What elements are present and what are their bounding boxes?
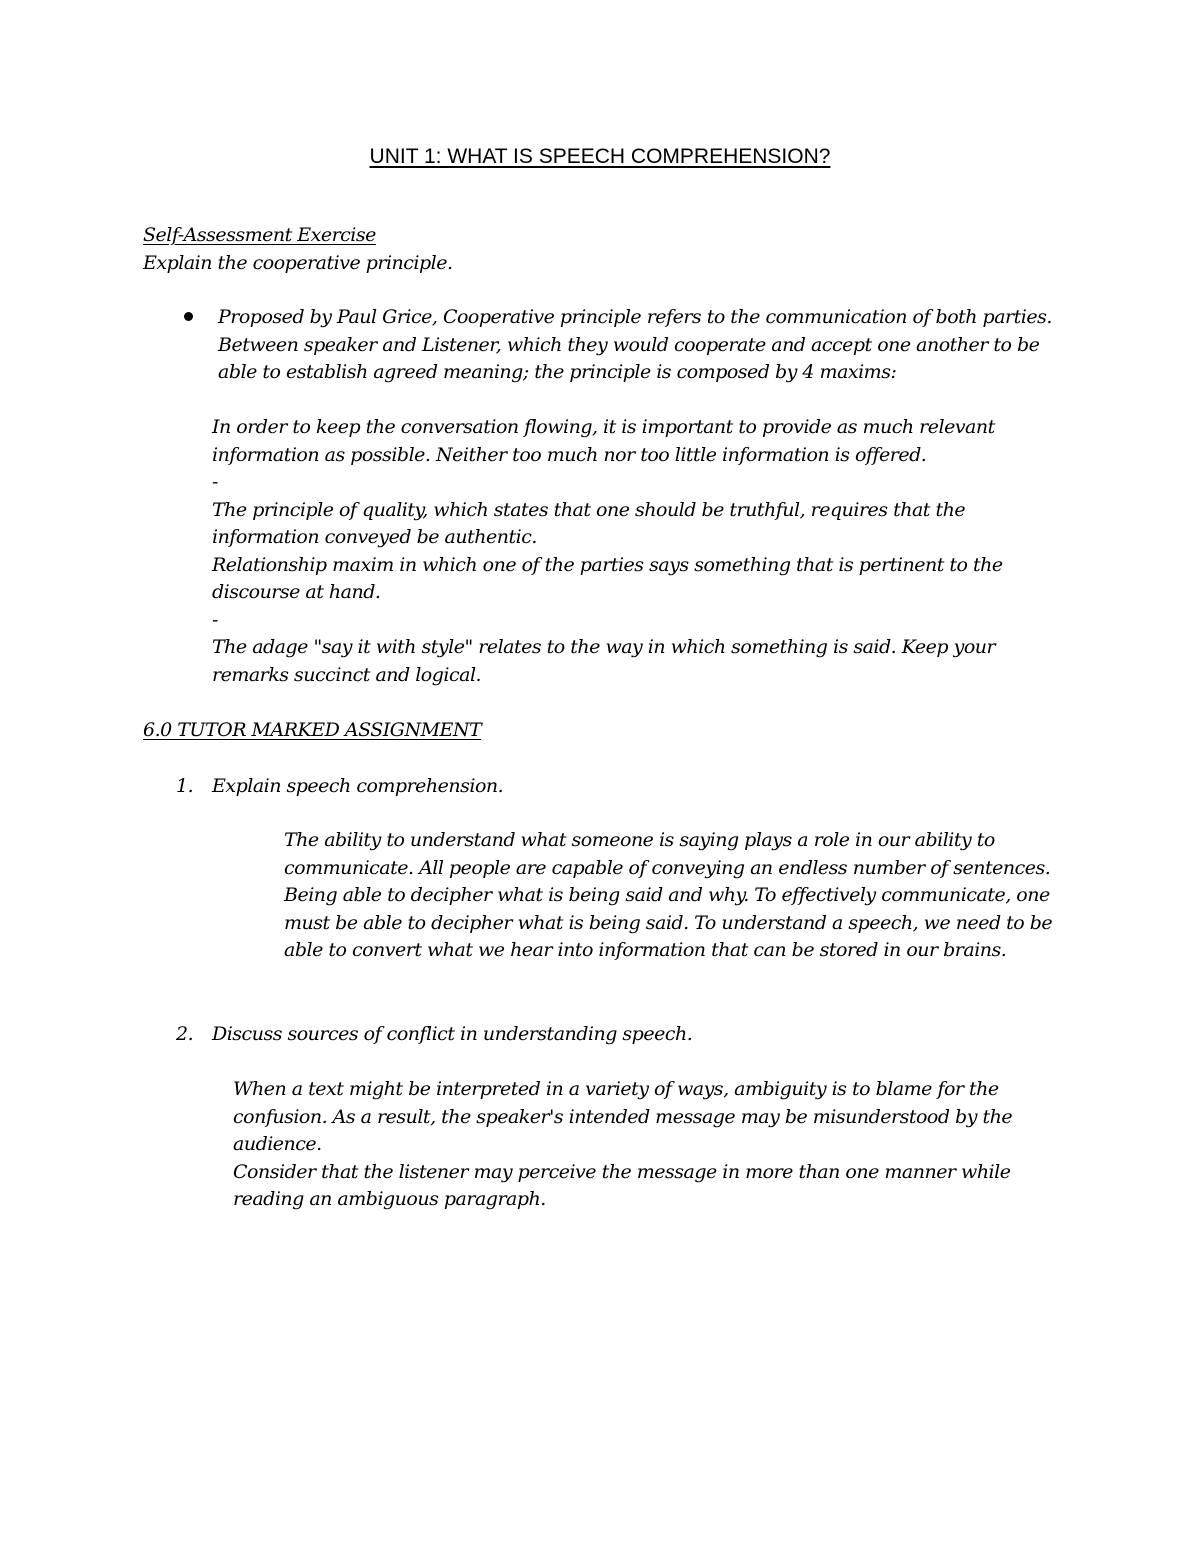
maxim-quality-text: The principle of quality, which states that one should be truthful, requires that the information conveyed be authentic. <box>212 498 966 548</box>
maxim-manner-text: The adage "say it with style" relates to the way in which something is said. Keep your remarks succinct and logical. <box>212 636 996 686</box>
self-assessment-question: Explain the cooperative principle. <box>143 252 453 274</box>
question-1-text: Explain speech comprehension. <box>212 775 504 797</box>
maxim-relation-text: Relationship maxim in which one of the parties says something that is pertinent to the discourse at hand. <box>212 553 1003 603</box>
self-assessment-heading: Self-Assessment Exercise <box>143 224 376 246</box>
bullet-answer: Proposed by Paul Grice, Cooperative principle refers to the communication of both parties. Between speaker and Listener, which they would cooperate and accept one another to be able to establish agreed meaning; the principle is composed by 4 maxims: <box>218 306 1052 383</box>
answer-2-paragraph-1: When a text might be interpreted in a variety of ways, ambiguity is to blame for the confusion. As a result, the speaker's intended message may be misunderstood by the audience. <box>233 1078 1013 1155</box>
answer-1-text: The ability to understand what someone is saying plays a role in our ability to communicate. All people are capable of conveying an endless number of sentences. Being able to decipher what is being said and why. To effectively communicate, one must be able to decipher what is being said. To understand a speech, we need to be able to convert what we hear into information that can be stored in our brains. <box>284 829 1053 961</box>
maxims-block <box>212 414 1058 689</box>
bullet-icon <box>184 312 193 321</box>
page-title: UNIT 1: WHAT IS SPEECH COMPREHENSION? <box>369 145 831 168</box>
maxim-dash-2: - <box>212 608 218 631</box>
question-2-text: Discuss sources of conflict in understanding speech. <box>212 1023 693 1045</box>
tma-heading: 6.0 TUTOR MARKED ASSIGNMENT <box>143 719 482 741</box>
maxim-dash-1: - <box>212 471 218 493</box>
answer-2-paragraph-2: Consider that the listener may perceive the message in more than one manner while reading an ambiguous paragraph. <box>233 1160 1011 1210</box>
maxim-quantity-text: In order to keep the conversation flowing, it is important to provide as much relevant information as possible. Neither too much nor too little information is offered. <box>212 416 995 466</box>
question-1-number: 1. <box>176 775 194 797</box>
question-2-number: 2. <box>176 1023 194 1045</box>
answer-2-block <box>233 1076 1063 1214</box>
